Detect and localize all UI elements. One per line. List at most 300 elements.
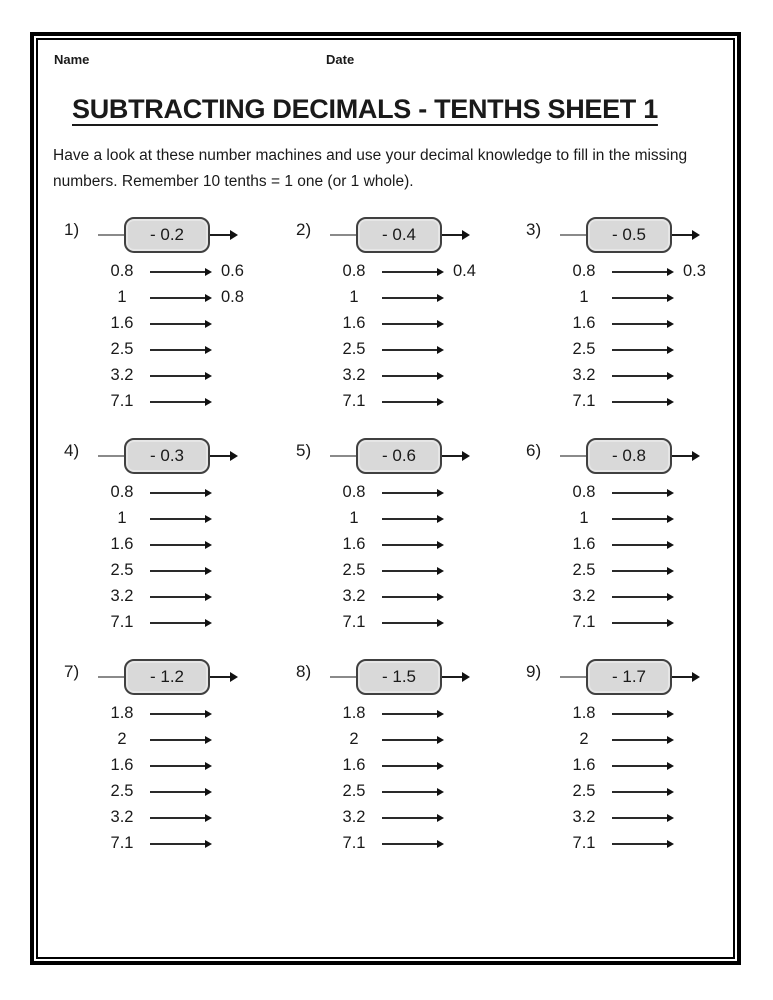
row-arrow [382, 788, 444, 796]
number-machine-problem [64, 656, 296, 857]
arrow-line [382, 492, 437, 494]
arrow-line [612, 622, 667, 624]
arrow-head-icon [437, 294, 444, 302]
machine-row [562, 259, 750, 285]
number-machine-problem [526, 656, 750, 857]
machine-output-line [442, 234, 462, 236]
arrow-line [150, 817, 205, 819]
machine-row [100, 701, 296, 727]
machine-output-arrow-icon [692, 451, 700, 461]
arrow-line [612, 349, 667, 351]
machine-header [526, 214, 750, 256]
machine-row [100, 389, 296, 415]
arrow-head-icon [205, 294, 212, 302]
arrow-head-icon [667, 619, 674, 627]
arrow-line [612, 492, 667, 494]
arrow-head-icon [437, 736, 444, 744]
arrow-line [382, 349, 437, 351]
machine-input-line [560, 676, 586, 678]
machine-operation: - 0.5 [611, 224, 647, 244]
machine-operation: - 1.5 [381, 666, 417, 686]
machine-input-line [98, 234, 124, 236]
arrow-head-icon [667, 515, 674, 523]
arrow-head-icon [437, 840, 444, 848]
arrow-head-icon [205, 372, 212, 380]
row-arrow [382, 619, 444, 627]
row-arrow [612, 398, 674, 406]
machine-operation: - 1.2 [149, 666, 185, 686]
row-arrow [612, 268, 674, 276]
row-arrow [150, 567, 212, 575]
input-value: 2.5 [110, 561, 134, 580]
machine-row [100, 480, 296, 506]
name-label: Name [54, 52, 90, 67]
arrow-line [612, 843, 667, 845]
machine-box [356, 659, 442, 695]
machine-header [64, 656, 296, 698]
input-value: 7.1 [572, 613, 596, 632]
arrow-line [150, 349, 205, 351]
arrow-line [612, 739, 667, 741]
machine-output-arrow-icon [692, 230, 700, 240]
input-value: 1.8 [342, 704, 366, 723]
row-arrow [612, 736, 674, 744]
machine-row [562, 610, 750, 636]
input-value: 1 [117, 288, 127, 307]
machine-input-line [560, 234, 586, 236]
machine-operation: - 0.8 [611, 445, 647, 465]
row-arrow [382, 320, 444, 328]
input-value: 0.8 [572, 262, 596, 281]
machine-row [562, 337, 750, 363]
arrow-head-icon [437, 788, 444, 796]
row-arrow [612, 320, 674, 328]
row-arrow [150, 619, 212, 627]
row-arrow [150, 762, 212, 770]
machine-row [100, 805, 296, 831]
row-arrow [382, 398, 444, 406]
arrow-line [150, 297, 205, 299]
arrow-line [612, 518, 667, 520]
row-arrow [150, 541, 212, 549]
machine-row [100, 558, 296, 584]
row-arrow [612, 294, 674, 302]
number-machine-problem [296, 656, 526, 857]
input-value: 3.2 [572, 587, 596, 606]
problem-number: 7) [64, 661, 80, 681]
row-arrow [150, 398, 212, 406]
arrow-head-icon [667, 814, 674, 822]
machine-output-arrow-icon [462, 451, 470, 461]
input-value: 1.6 [110, 756, 134, 775]
worksheet-outer-border [30, 32, 741, 965]
machine-row [332, 337, 526, 363]
problem-number: 6) [526, 440, 542, 460]
input-value: 1 [579, 509, 589, 528]
machine-row [332, 753, 526, 779]
machine-operation: - 0.3 [149, 445, 185, 465]
number-machine-problem [296, 214, 526, 415]
input-value: 2.5 [110, 782, 134, 801]
input-value: 7.1 [110, 834, 134, 853]
output-value: 0.3 [683, 262, 706, 281]
arrow-head-icon [205, 840, 212, 848]
date-label: Date [326, 52, 355, 67]
machine-row [562, 753, 750, 779]
machine-row [332, 727, 526, 753]
machine-row [562, 389, 750, 415]
arrow-head-icon [437, 489, 444, 497]
input-value: 3.2 [342, 808, 366, 827]
arrow-head-icon [205, 398, 212, 406]
machine-row [100, 584, 296, 610]
arrow-line [150, 570, 205, 572]
arrow-line [382, 739, 437, 741]
arrow-head-icon [437, 372, 444, 380]
row-arrow [612, 372, 674, 380]
machine-row [562, 532, 750, 558]
arrow-line [612, 271, 667, 273]
arrow-line [382, 570, 437, 572]
machine-row [332, 831, 526, 857]
input-value: 0.8 [342, 483, 366, 502]
machine-rows [562, 480, 750, 636]
arrow-head-icon [667, 541, 674, 549]
row-arrow [382, 489, 444, 497]
machine-row [100, 363, 296, 389]
arrow-head-icon [667, 346, 674, 354]
machine-header [296, 656, 526, 698]
row-arrow [612, 840, 674, 848]
machine-row [332, 389, 526, 415]
machine-row [100, 831, 296, 857]
machine-row [332, 805, 526, 831]
row-arrow [382, 372, 444, 380]
arrow-line [382, 401, 437, 403]
machine-output-arrow-icon [230, 672, 238, 682]
input-value: 1.6 [110, 535, 134, 554]
row-arrow [150, 372, 212, 380]
input-value: 2 [579, 730, 589, 749]
input-value: 1 [117, 509, 127, 528]
machine-box [356, 217, 442, 253]
machine-rows [562, 259, 750, 415]
arrow-head-icon [205, 346, 212, 354]
input-value: 3.2 [110, 587, 134, 606]
machine-input-line [560, 455, 586, 457]
row-arrow [382, 294, 444, 302]
machine-row [332, 506, 526, 532]
arrow-line [150, 271, 205, 273]
machine-row [562, 779, 750, 805]
machine-output-line [442, 676, 462, 678]
row-arrow [150, 320, 212, 328]
arrow-line [382, 323, 437, 325]
arrow-line [612, 323, 667, 325]
output-value: 0.6 [221, 262, 244, 281]
machine-box [586, 659, 672, 695]
arrow-head-icon [437, 814, 444, 822]
arrow-line [382, 817, 437, 819]
arrow-line [382, 544, 437, 546]
machine-row [332, 701, 526, 727]
input-value: 2.5 [110, 340, 134, 359]
row-arrow [612, 814, 674, 822]
machine-input-line [98, 676, 124, 678]
row-arrow [382, 593, 444, 601]
arrow-head-icon [667, 762, 674, 770]
machine-input-line [330, 676, 356, 678]
input-value: 1.6 [342, 535, 366, 554]
input-value: 3.2 [342, 366, 366, 385]
arrow-line [612, 375, 667, 377]
input-value: 1 [349, 509, 359, 528]
arrow-head-icon [437, 710, 444, 718]
arrow-line [150, 401, 205, 403]
row-arrow [150, 840, 212, 848]
arrow-head-icon [437, 398, 444, 406]
arrow-line [612, 544, 667, 546]
row-arrow [612, 619, 674, 627]
arrow-head-icon [205, 489, 212, 497]
machine-row [100, 259, 296, 285]
arrow-line [382, 297, 437, 299]
input-value: 2 [349, 730, 359, 749]
row-arrow [612, 346, 674, 354]
arrow-head-icon [667, 320, 674, 328]
machine-row [100, 311, 296, 337]
machine-output-arrow-icon [692, 672, 700, 682]
input-value: 3.2 [110, 808, 134, 827]
machine-output-arrow-icon [230, 451, 238, 461]
row-arrow [612, 515, 674, 523]
input-value: 7.1 [342, 613, 366, 632]
row-arrow [612, 788, 674, 796]
machine-output-arrow-icon [462, 230, 470, 240]
machine-row [332, 779, 526, 805]
arrow-head-icon [205, 593, 212, 601]
arrow-head-icon [667, 268, 674, 276]
machine-output-arrow-icon [230, 230, 238, 240]
machine-row [562, 506, 750, 532]
machine-row [100, 532, 296, 558]
arrow-line [382, 518, 437, 520]
input-value: 0.8 [110, 483, 134, 502]
input-value: 7.1 [342, 392, 366, 411]
number-machine-problem [296, 435, 526, 636]
arrow-line [382, 622, 437, 624]
input-value: 7.1 [342, 834, 366, 853]
machine-row [562, 805, 750, 831]
number-machine-problem [526, 214, 750, 415]
machine-rows [332, 701, 526, 857]
input-value: 2.5 [342, 340, 366, 359]
machine-rows [562, 701, 750, 857]
machine-header [64, 435, 296, 477]
arrow-head-icon [205, 619, 212, 627]
arrow-line [150, 739, 205, 741]
instructions-line-2: numbers. Remember 10 tenths = 1 one (or 1 whole). [53, 173, 414, 191]
arrow-head-icon [667, 567, 674, 575]
input-value: 1.6 [342, 314, 366, 333]
machine-output-line [210, 676, 230, 678]
problem-number: 8) [296, 661, 312, 681]
arrow-line [612, 596, 667, 598]
machine-row [332, 584, 526, 610]
arrow-line [150, 713, 205, 715]
machine-row [562, 480, 750, 506]
machine-row [100, 753, 296, 779]
row-arrow [612, 593, 674, 601]
arrow-head-icon [437, 320, 444, 328]
arrow-head-icon [667, 840, 674, 848]
input-value: 1.8 [572, 704, 596, 723]
arrow-head-icon [205, 320, 212, 328]
row-arrow [612, 489, 674, 497]
row-arrow [382, 710, 444, 718]
row-arrow [150, 346, 212, 354]
problem-number: 3) [526, 219, 542, 239]
machine-input-line [330, 455, 356, 457]
input-value: 0.8 [572, 483, 596, 502]
page-title: SUBTRACTING DECIMALS - TENTHS SHEET 1 [72, 94, 658, 124]
machine-row [100, 610, 296, 636]
arrow-head-icon [667, 372, 674, 380]
arrow-head-icon [437, 346, 444, 354]
row-arrow [382, 346, 444, 354]
arrow-head-icon [205, 762, 212, 770]
machine-rows [100, 480, 296, 636]
arrow-head-icon [437, 593, 444, 601]
machine-row [100, 779, 296, 805]
machine-row [332, 480, 526, 506]
machine-box [124, 217, 210, 253]
machine-row [100, 285, 296, 311]
problems-grid [64, 214, 723, 857]
machine-operation: - 1.7 [611, 666, 647, 686]
row-arrow [382, 515, 444, 523]
arrow-line [612, 570, 667, 572]
row-arrow [150, 814, 212, 822]
machine-row [100, 337, 296, 363]
machine-row [100, 506, 296, 532]
arrow-line [382, 791, 437, 793]
machine-row [332, 558, 526, 584]
machine-operation: - 0.6 [381, 445, 417, 465]
machine-rows [100, 259, 296, 415]
machine-rows [332, 259, 526, 415]
input-value: 1.8 [110, 704, 134, 723]
row-arrow [612, 567, 674, 575]
machine-box [124, 659, 210, 695]
row-arrow [382, 814, 444, 822]
machine-row [562, 831, 750, 857]
machine-row [562, 285, 750, 311]
input-value: 2.5 [572, 561, 596, 580]
row-arrow [382, 762, 444, 770]
input-value: 0.8 [342, 262, 366, 281]
input-value: 1 [349, 288, 359, 307]
arrow-line [612, 765, 667, 767]
arrow-line [612, 817, 667, 819]
row-arrow [150, 736, 212, 744]
arrow-head-icon [205, 788, 212, 796]
machine-output-line [672, 234, 692, 236]
machine-box [586, 438, 672, 474]
arrow-head-icon [437, 268, 444, 276]
arrow-head-icon [205, 710, 212, 718]
machine-header [296, 435, 526, 477]
machine-box [586, 217, 672, 253]
problem-number: 5) [296, 440, 312, 460]
output-value: 0.8 [221, 288, 244, 307]
row-arrow [150, 489, 212, 497]
machine-output-arrow-icon [462, 672, 470, 682]
problem-number: 2) [296, 219, 312, 239]
arrow-line [150, 791, 205, 793]
machine-row [332, 285, 526, 311]
machine-output-line [672, 455, 692, 457]
machine-box [124, 438, 210, 474]
row-arrow [150, 788, 212, 796]
number-machine-problem [64, 214, 296, 415]
arrow-line [612, 401, 667, 403]
machine-header [526, 435, 750, 477]
problem-number: 9) [526, 661, 542, 681]
arrow-head-icon [667, 736, 674, 744]
input-value: 0.8 [110, 262, 134, 281]
input-value: 3.2 [342, 587, 366, 606]
input-value: 3.2 [110, 366, 134, 385]
arrow-head-icon [205, 541, 212, 549]
row-arrow [382, 840, 444, 848]
row-arrow [382, 567, 444, 575]
arrow-line [382, 713, 437, 715]
row-arrow [612, 762, 674, 770]
input-value: 1 [579, 288, 589, 307]
arrow-head-icon [667, 788, 674, 796]
arrow-line [150, 518, 205, 520]
input-value: 2.5 [572, 782, 596, 801]
machine-rows [332, 480, 526, 636]
arrow-line [150, 492, 205, 494]
input-value: 2.5 [572, 340, 596, 359]
machine-operation: - 0.4 [381, 224, 417, 244]
problem-number: 1) [64, 219, 80, 239]
row-arrow [382, 268, 444, 276]
arrow-head-icon [437, 762, 444, 770]
machine-output-line [442, 455, 462, 457]
machine-input-line [98, 455, 124, 457]
row-arrow [150, 593, 212, 601]
input-value: 1.6 [572, 535, 596, 554]
machine-row [562, 727, 750, 753]
machine-row [332, 311, 526, 337]
machine-row [100, 727, 296, 753]
arrow-line [612, 791, 667, 793]
machine-row [562, 584, 750, 610]
machine-row [332, 610, 526, 636]
arrow-head-icon [667, 398, 674, 406]
arrow-line [150, 375, 205, 377]
row-arrow [382, 736, 444, 744]
machine-output-line [210, 455, 230, 457]
input-value: 2.5 [342, 561, 366, 580]
input-value: 3.2 [572, 366, 596, 385]
machine-row [332, 532, 526, 558]
arrow-head-icon [437, 515, 444, 523]
arrow-line [150, 765, 205, 767]
